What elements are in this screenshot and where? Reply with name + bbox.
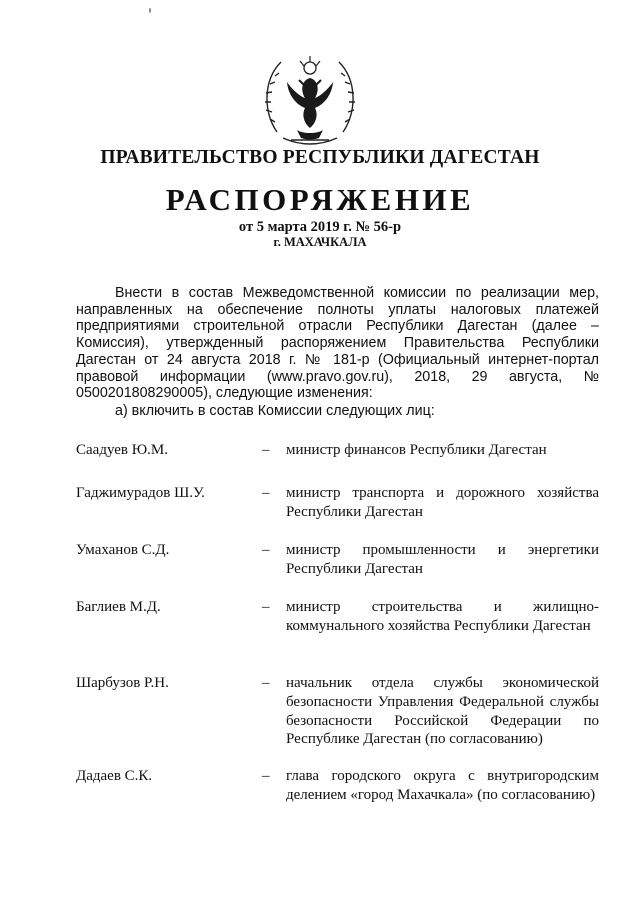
member-position: глава городского округа с внутригородским делением «город Махачкала» (по согласованию) xyxy=(286,768,599,803)
member-name: Гаджимурадов Ш.У. xyxy=(76,485,205,501)
member-position: начальник отдела службы экономической безопасности Управления Федеральной службы безопасности Российской Федерации по Республике Дагестан (по согласованию) xyxy=(286,675,599,748)
member-name: Шарбузов Р.Н. xyxy=(76,675,169,691)
document-type-title: РАСПОРЯЖЕНИЕ xyxy=(165,182,475,217)
member-position: министр строительства и жилищно-коммунального хозяйства Республики Дагестан xyxy=(286,599,599,634)
member-dash: – xyxy=(262,442,270,458)
member-dash: – xyxy=(262,768,270,784)
member-dash: – xyxy=(262,485,270,501)
document-date-number: от 5 марта 2019 г. № 56-р xyxy=(238,219,402,235)
member-position: министр финансов Республики Дагестан xyxy=(286,442,547,458)
member-name: Баглиев М.Д. xyxy=(76,599,161,615)
member-name: Дадаев С.К. xyxy=(76,768,153,784)
subpoint-a: а) включить в состав Комиссии следующих лиц: xyxy=(115,403,435,419)
intro-paragraph: Внести в состав Межведомственной комиссии по реализации мер, направленных на обеспечение полноты уплаты налоговых платежей предприятиями строительной отрасли Республики Дагестан (далее – Комиссия), утвержденный распоряжением Правительства Республики Дагестан от 24 августа 2018 г. № 181-р (Официальный интернет-портал правовой информации (www.pravo.gov.ru), 2018, 29 августа, № 0500201808290005), следующие изменения: xyxy=(76,285,599,402)
scan-speck xyxy=(149,8,151,13)
member-dash: – xyxy=(262,542,270,558)
member-position: министр промышленности и энергетики Республики Дагестан xyxy=(286,542,599,577)
coat-of-arms-icon xyxy=(255,42,365,152)
document-city: г. МАХАЧКАЛА xyxy=(273,235,367,249)
member-position: министр транспорта и дорожного хозяйства Республики Дагестан xyxy=(286,485,599,520)
member-dash: – xyxy=(262,599,270,615)
member-dash: – xyxy=(262,675,270,691)
member-name: Умаханов С.Д. xyxy=(76,542,170,558)
government-title: ПРАВИТЕЛЬСТВО РЕСПУБЛИКИ ДАГЕСТАН xyxy=(100,147,540,168)
member-name: Саадуев Ю.М. xyxy=(76,442,168,458)
